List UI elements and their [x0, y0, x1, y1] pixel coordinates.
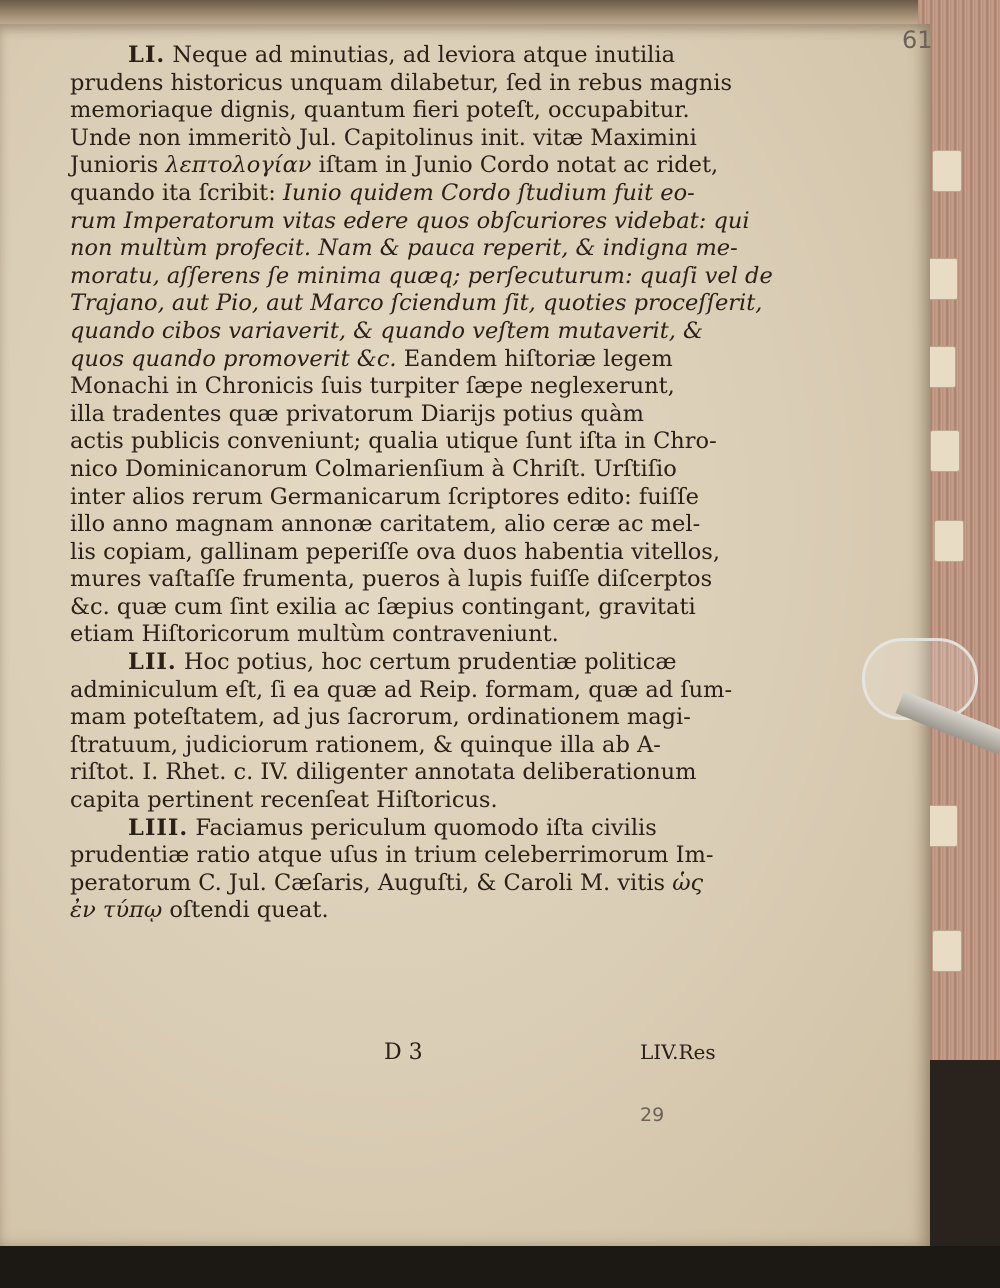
text-line: [70, 787, 750, 815]
text-run: Faciamus periculum quomodo iſta civilis: [188, 814, 657, 841]
text-run: riſtot. I. Rhet. c. IV. diligenter annotata deliberationum: [70, 759, 697, 786]
paragraph-LIII: [70, 815, 750, 925]
index-tab: [932, 150, 962, 192]
text-run: Neque ad minutias, ad leviora atque inutilia: [165, 42, 675, 68]
text-run: Junioris: [70, 152, 166, 179]
text-line: [70, 428, 750, 456]
text-run: prudens historicus unquam dilabetur, ſed in rebus magnis: [70, 69, 733, 96]
text-run: Unde non immeritò Jul. Capitolinus init. vitæ Maximini: [70, 124, 697, 151]
text-run: rum Imperatorum vitas edere quos obſcuriores videbat: qui: [70, 207, 750, 234]
text-line: [70, 842, 750, 870]
text-line: [70, 539, 750, 567]
text-run: &c. quæ cum ſint exilia ac ſæpius contingant, gravitati: [70, 593, 696, 620]
text-run: Trajano, aut Pio, aut Marco ſciendum ſit, quoties proceſſerit,: [70, 290, 763, 317]
text-run: actis publicis conveniunt; qualia utique ſunt iſta in Chro-: [70, 428, 717, 455]
text-run: Monachi in Chronicis ſuis turpiter ſæpe neglexerunt,: [70, 373, 675, 400]
pencil-note: 29: [640, 1104, 665, 1126]
text-line: [70, 677, 750, 705]
text-line: [70, 346, 750, 374]
text-run: mures vaſtaſſe frumenta, pueros à lupis fuiſſe diſcerptos: [70, 566, 713, 593]
text-run: lis copiam, gallinam peperiſſe ova duos habentia vitellos,: [70, 538, 720, 565]
text-line: [70, 484, 750, 512]
text-line: [70, 401, 750, 429]
text-run: Iunio quidem Cordo ſtudium fuit eo-: [282, 179, 695, 206]
text-line: [70, 732, 750, 760]
text-run: etiam Hiſtoricorum multùm contraveniunt.: [70, 621, 559, 648]
text-line: [70, 42, 750, 70]
paragraph-LII: [70, 649, 750, 815]
text-run: prudentiæ ratio atque uſus in trium celeberrimorum Im-: [70, 842, 714, 869]
index-tab: [932, 930, 962, 972]
text-run: quando cibos variaverit, & quando veſtem mutaverit, &: [70, 317, 704, 344]
text-run: oſtendi queat.: [162, 897, 329, 924]
index-tab: [928, 258, 958, 300]
text-run: quando ita ſcribit:: [70, 179, 283, 206]
text-run: non multùm profecit. Nam & pauca reperit, & indigna me-: [70, 235, 738, 262]
text-run: iſtam in Junio Cordo notat ac ridet,: [311, 152, 719, 179]
text-line: [70, 208, 750, 236]
text-run: memoriaque dignis, quantum fieri poteſt, occupabitur.: [70, 97, 690, 124]
background-table: [0, 1246, 1000, 1288]
page-text-body: [70, 42, 773, 925]
text-line: [70, 759, 750, 787]
page-corner-number: 61: [902, 26, 933, 54]
text-line: [70, 566, 750, 594]
text-line: [70, 318, 750, 346]
text-line: [70, 456, 750, 484]
index-tab: [928, 805, 958, 847]
text-line: [70, 815, 750, 843]
book-fore-edge: [918, 0, 1000, 1060]
text-line: [70, 373, 750, 401]
text-line: [70, 897, 750, 925]
text-line: [70, 152, 750, 180]
section-number: LI.: [128, 42, 166, 68]
text-run: peratorum C. Jul. Cæſaris, Auguſti, & Caroli M. vitis: [70, 869, 673, 896]
text-line: [70, 511, 750, 539]
signature-mark: D 3: [384, 1040, 423, 1065]
text-run: capita pertinent recenſeat Hiſtoricus.: [70, 787, 498, 814]
paragraph-LI: [70, 42, 773, 649]
text-run: Hoc potius, hoc certum prudentiæ politicæ: [176, 649, 677, 676]
text-line: [70, 649, 750, 677]
text-run: moratu, aſſerens ſe minima quæq; perſecuturum: quaſi vel de: [70, 262, 773, 289]
text-run: illa tradentes quæ privatorum Diarijs potius quàm: [70, 400, 644, 427]
text-line: [70, 180, 750, 208]
text-line: [70, 704, 750, 732]
text-run: nico Dominicanorum Colmarienſium à Chriſt. Urſtiſio: [70, 455, 677, 482]
text-run: Eandem hiſtoriæ legem: [396, 345, 673, 372]
index-tab: [934, 520, 964, 562]
text-run: ſtratuum, judiciorum rationem, & quinque illa ab A-: [70, 731, 661, 758]
text-line: [70, 70, 750, 98]
text-line: [70, 97, 750, 125]
text-line: [70, 262, 773, 291]
text-run: quos quando promoverit &c.: [70, 345, 397, 372]
text-run: λεπτολογίαν: [165, 152, 312, 179]
section-number: LII.: [128, 649, 177, 676]
text-line: [70, 870, 750, 898]
text-run: adminiculum eſt, ſi ea quæ ad Reip. formam, quæ ad ſum-: [70, 676, 733, 703]
catchword: LIV.Res: [640, 1040, 716, 1064]
text-run: illo anno magnam annonæ caritatem, alio ceræ ac mel-: [70, 511, 701, 538]
index-tab: [926, 346, 956, 388]
text-line: [70, 621, 750, 649]
text-line: [70, 290, 763, 318]
text-line: [70, 594, 750, 622]
text-run: ἐν τύπῳ: [70, 897, 163, 924]
text-line: [70, 235, 750, 263]
text-run: inter alios rerum Germanicarum ſcriptores edito: fuiſſe: [70, 483, 699, 510]
text-line: [70, 125, 750, 153]
section-number: LIII.: [128, 814, 189, 841]
text-run: ὡς: [672, 869, 704, 896]
index-tab: [930, 430, 960, 472]
text-run: mam poteſtatem, ad jus ſacrorum, ordinationem magi-: [70, 704, 691, 731]
